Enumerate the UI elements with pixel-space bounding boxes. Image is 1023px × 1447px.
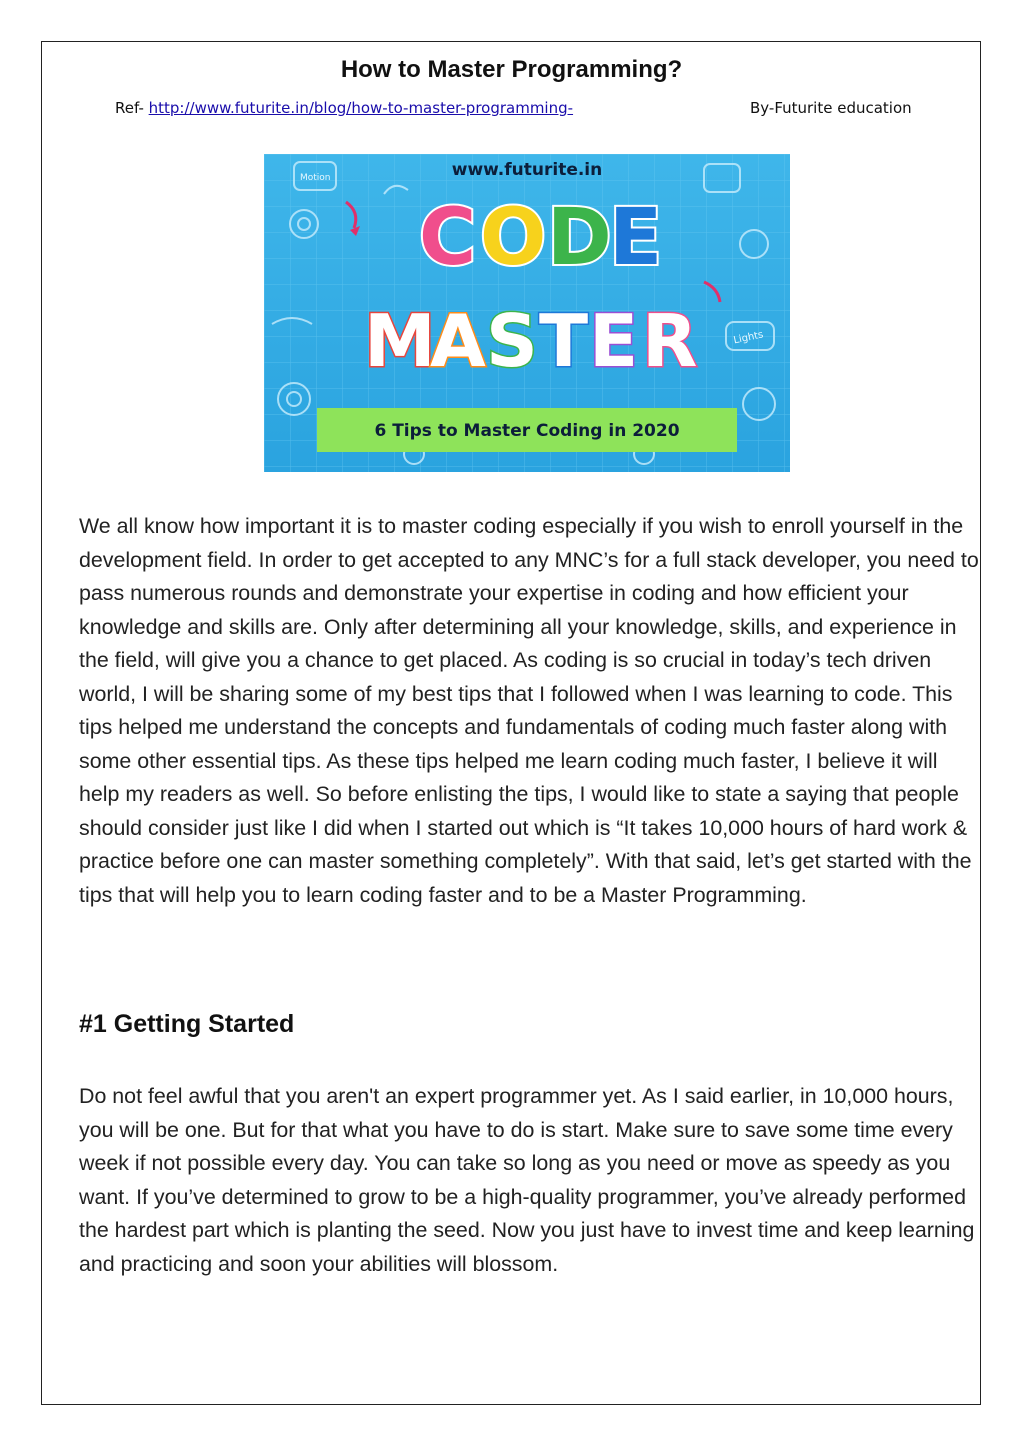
ref-prefix: Ref- — [115, 99, 149, 117]
svg-text:E: E — [589, 299, 639, 383]
svg-text:M: M — [364, 299, 436, 383]
reference-line — [115, 99, 935, 117]
page-title: How to Master Programming? — [340, 56, 683, 83]
svg-text:R: R — [642, 299, 698, 383]
doodle-label-lights: Lights — [732, 329, 765, 347]
svg-text:A: A — [430, 299, 486, 383]
svg-text:S: S — [486, 299, 538, 383]
intro-paragraph: We all know how important it is to master coding especially if you wish to enroll yourself in the development field. In order to get accepted to any MNC’s for a full stack developer, you need to pass numerous rounds and demonstrate your expertise in coding and how efficient your knowledge and skills are. Only after determining all your knowledge, skills, and experience in the field, will give you a chance to get placed. As coding is so crucial in today’s tech driven world, I will be sharing some of my best tips that I followed when I was learning to code. This tips helped me understand the concepts and fundamentals of coding much faster along with some other essential tips. As these tips helped me learn coding much faster, I believe it will help my readers as well. So before enlisting the tips, I would like to state a saying that people should consider just like I did when I started out which is “It takes 10,000 hours of hard work & practice before one can master something completely”. With that said, let’s get started with the tips that will help you to learn coding faster and to be a Master Programming. — [79, 514, 979, 907]
svg-text:E: E — [609, 193, 663, 283]
svg-text:C: C — [419, 193, 477, 283]
svg-text:D: D — [547, 193, 612, 283]
banner-word-master — [364, 299, 697, 383]
banner-subtitle: 6 Tips to Master Coding in 2020 — [374, 421, 680, 441]
doodle-label-motion: Motion — [300, 173, 331, 183]
svg-text:T: T — [539, 299, 589, 383]
getting-started-paragraph: Do not feel awful that you aren't an expert programmer yet. As I said earlier, in 10,000 hours, you will be one. But for that what you have to do is start. Make sure to save some time every week if not possible every day. You can take so long as you need or move as speedy as you want. If you’ve determined to grow to be a high-quality programmer, you’ve already performed the hardest part which is planting the seed. Now you just have to invest time and keep learning and practicing and soon your abilities will blossom. — [79, 1084, 975, 1276]
banner-site-url: www.futurite.in — [451, 160, 603, 180]
banner-word-code — [419, 193, 662, 283]
ref-link[interactable]: http://www.futurite.in/blog/how-to-master-programming- — [148, 99, 574, 117]
svg-text:O: O — [480, 193, 547, 283]
code-master-banner — [264, 154, 790, 472]
section-heading-getting-started: #1 Getting Started — [79, 1010, 295, 1038]
byline: By-Futurite education — [750, 99, 912, 117]
